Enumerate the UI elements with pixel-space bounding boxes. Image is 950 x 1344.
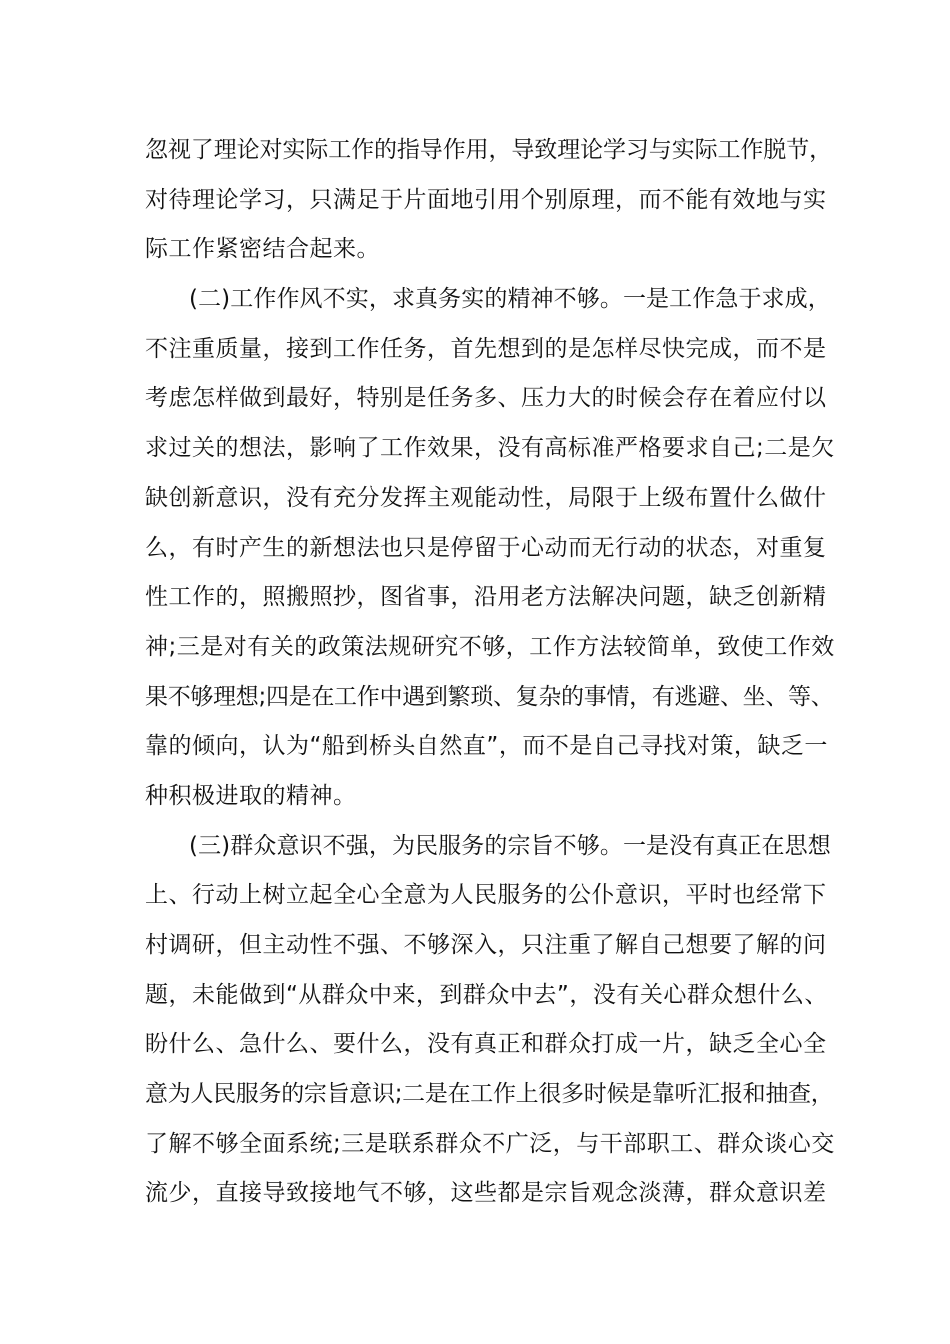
text-line: 么，有时产生的新想法也只是停留于心动而无行动的状态，对重复 [145,534,827,561]
text-line: 求过关的想法，影响了工作效果，没有高标准严格要求自己;二是欠 [145,435,835,462]
text-line: 性工作的，照搬照抄，图省事，沿用老方法解决问题，缺乏创新精 [145,584,827,611]
text-line: 种积极进取的精神。 [145,782,357,809]
text-line: 流少，直接导致接地气不够，这些都是宗旨观念淡薄，群众意识差 [145,1180,827,1207]
text-line: 靠的倾向，认为“船到桥头自然直”，而不是自己寻找对策，缺乏一 [145,733,828,760]
text-line: 村调研，但主动性不强、不够深入，只注重了解自己想要了解的问 [145,932,827,958]
text-line: (二)工作作风不实，求真务实的精神不够。一是工作急于求成， [189,286,831,313]
text-line: 意为人民服务的宗旨意识;二是在工作上很多时候是靠听汇报和抽查， [145,1081,834,1108]
document-body [145,126,835,1219]
text-line: 盼什么、急什么、要什么，没有真正和群众打成一片，缺乏全心全 [145,1031,827,1058]
text-line: 不注重质量，接到工作任务，首先想到的是怎样尽快完成，而不是 [145,335,827,362]
text-line: 题，未能做到“从群众中来，到群众中去”，没有关心群众想什么、 [145,981,828,1008]
text-line: 上、行动上树立起全心全意为人民服务的公仆意识，平时也经常下 [145,882,827,909]
text-line: 果不够理想;四是在工作中遇到繁琐、复杂的事情，有逃避、坐、等、 [145,683,834,710]
text-line: 缺创新意识，没有充分发挥主观能动性，局限于上级布置什么做什 [145,484,827,511]
text-line: (三)群众意识不强，为民服务的宗旨不够。一是没有真正在思想 [189,832,831,859]
text-line: 了解不够全面系统;三是联系群众不广泛，与干部职工、群众谈心交 [145,1130,835,1157]
text-line: 忽视了理论对实际工作的指导作用，导致理论学习与实际工作脱节， [145,137,833,163]
text-line: 对待理论学习，只满足于片面地引用个别原理，而不能有效地与实 [145,186,827,213]
text-line: 际工作紧密结合起来。 [145,236,380,263]
text-line: 神;三是对有关的政策法规研究不够，工作方法较简单，致使工作效 [145,633,835,660]
text-line: 考虑怎样做到最好，特别是任务多、压力大的时候会存在着应付以 [145,385,827,412]
